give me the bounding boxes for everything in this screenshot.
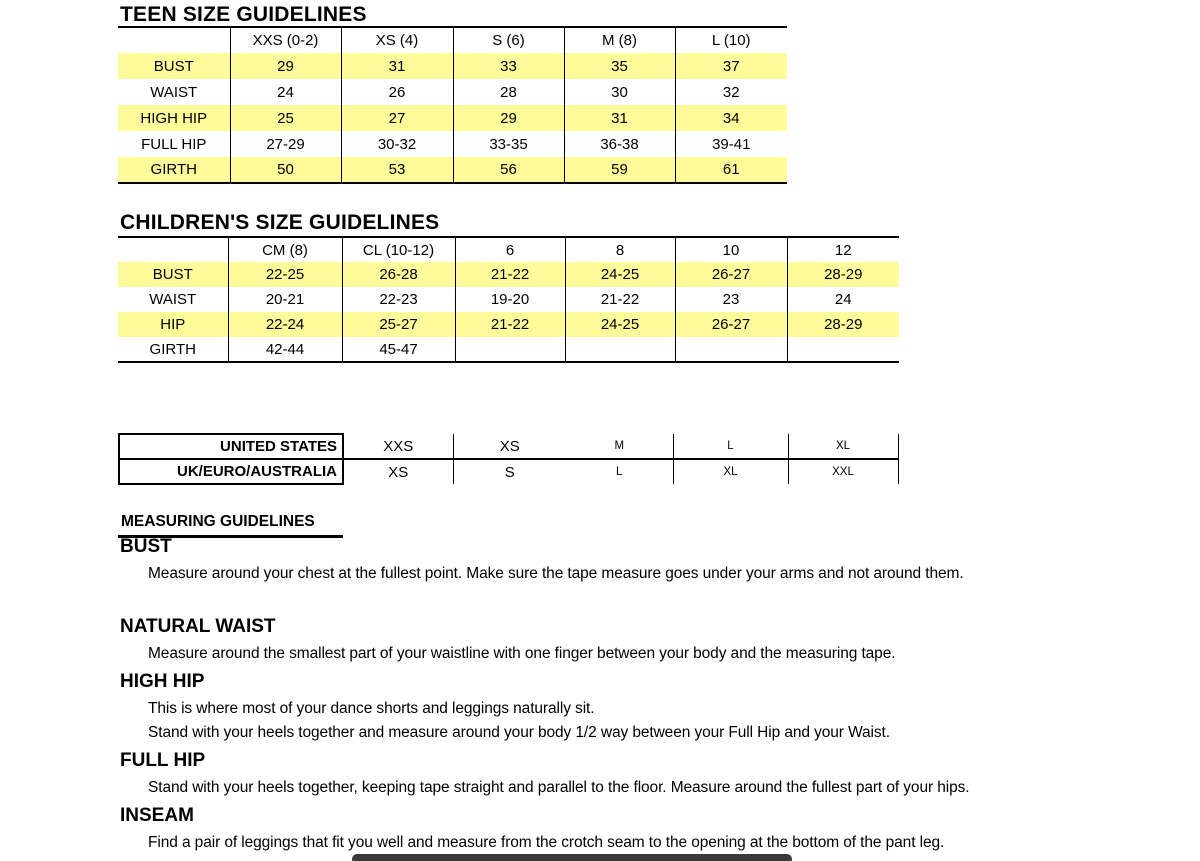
value-cell: 53 — [341, 157, 453, 183]
value-cell: 21-22 — [455, 262, 565, 287]
value-cell: 36-38 — [564, 131, 675, 157]
teen-size-table — [118, 26, 787, 184]
value-cell: 26 — [341, 79, 453, 105]
section-text: Stand with your heels together and measure around your body 1/2 way between your Full Hip and your Waist. — [148, 724, 890, 741]
section-title-full-hip: FULL HIP — [120, 750, 206, 771]
header-cell: 12 — [787, 237, 899, 262]
section-title-inseam: INSEAM — [120, 805, 194, 826]
value-cell: 28 — [453, 79, 564, 105]
table-row — [119, 434, 898, 459]
table-row — [118, 287, 899, 312]
value-cell: 22-23 — [342, 287, 455, 312]
row-label-cell: WAIST — [149, 291, 197, 308]
value-cell: XL — [673, 459, 788, 484]
row-label-cell: UNITED STATES — [119, 434, 343, 459]
section-text: Measure around your chest at the fullest point. Make sure the tape measure goes under your arms and not around them. — [148, 565, 964, 582]
value-cell: 24-25 — [565, 262, 675, 287]
table-row — [118, 105, 787, 131]
value-cell: 30-32 — [341, 131, 453, 157]
value-cell: 29 — [453, 105, 564, 131]
value-cell: 28-29 — [787, 262, 899, 287]
value-cell: 34 — [675, 105, 787, 131]
header-cell: 8 — [565, 237, 675, 262]
value-cell: 30 — [564, 79, 675, 105]
table-row — [118, 79, 787, 105]
value-cell: 31 — [341, 53, 453, 79]
value-cell: 33 — [453, 53, 564, 79]
value-cell: 61 — [675, 157, 787, 183]
value-cell: 35 — [564, 53, 675, 79]
value-cell: 26-27 — [675, 262, 787, 287]
value-cell: XXL — [788, 459, 898, 484]
value-cell: L — [616, 466, 623, 478]
value-cell: 24-25 — [565, 312, 675, 337]
row-label-cell: BUST — [118, 53, 230, 79]
row-label-cell: GIRTH — [149, 340, 196, 358]
table-row — [118, 337, 899, 362]
value-cell: 24 — [230, 79, 341, 105]
row-label-cell: BUST — [118, 262, 228, 287]
value-cell: 25 — [230, 105, 341, 131]
table-row — [118, 262, 899, 287]
value-cell: 56 — [453, 157, 564, 183]
header-cell: CM (8) — [228, 237, 342, 262]
row-label-cell: UK/EURO/AUSTRALIA — [119, 459, 343, 484]
section-text: Find a pair of leggings that fit you well and measure from the crotch seam to the opening at the bottom of the pant leg. — [148, 834, 945, 851]
header-cell: 10 — [675, 237, 787, 262]
section-title-bust: BUST — [120, 536, 172, 557]
measuring-guidelines-heading: MEASURING GUIDELINES — [118, 513, 343, 538]
value-cell: 29 — [230, 53, 341, 79]
table-row — [118, 312, 899, 337]
value-cell: 27-29 — [230, 131, 341, 157]
header-cell: XS (4) — [341, 27, 453, 53]
value-cell: 50 — [230, 157, 341, 183]
teen-header-row — [118, 27, 787, 53]
row-label-cell: HIP — [118, 312, 228, 337]
value-cell: L — [673, 434, 788, 459]
horizontal-scrollbar-thumb[interactable] — [352, 854, 792, 861]
size-conversion-table — [118, 433, 899, 485]
value-cell: XS — [388, 463, 409, 481]
value-cell: 32 — [675, 79, 787, 105]
row-label-cell: FULL HIP — [141, 135, 207, 153]
teen-table-title: TEEN SIZE GUIDELINES — [120, 3, 367, 26]
header-cell: CL (10-12) — [342, 237, 455, 262]
value-cell — [455, 337, 565, 362]
table-row — [118, 53, 787, 79]
section-text: Stand with your heels together, keeping tape straight and parallel to the floor. Measure around the fullest part of your hips. — [148, 779, 970, 796]
value-cell: 22-25 — [228, 262, 342, 287]
value-cell: XS — [453, 434, 566, 459]
section-text: This is where most of your dance shorts and leggings naturally sit. — [148, 700, 595, 717]
value-cell: 39-41 — [675, 131, 787, 157]
table-row — [119, 459, 898, 484]
value-cell: 26-28 — [342, 262, 455, 287]
section-title-natural-waist: NATURAL WAIST — [120, 616, 276, 637]
value-cell: 45-47 — [342, 337, 455, 362]
children-header-row — [118, 237, 899, 262]
children-table-title: CHILDREN'S SIZE GUIDELINES — [120, 211, 440, 234]
value-cell — [675, 337, 787, 362]
value-cell: 33-35 — [453, 131, 564, 157]
section-text: Measure around the smallest part of your waistline with one finger between your body and the measuring tape. — [148, 645, 896, 662]
value-cell: XL — [788, 434, 898, 459]
value-cell: 21-22 — [565, 287, 675, 312]
header-cell — [118, 27, 230, 53]
value-cell: XXS — [343, 434, 453, 459]
value-cell: 25-27 — [342, 312, 455, 337]
value-cell: 27 — [341, 105, 453, 131]
header-cell: XXS (0-2) — [230, 27, 341, 53]
section-title-high-hip: HIGH HIP — [120, 671, 205, 692]
header-cell: L (10) — [675, 27, 787, 53]
value-cell: 37 — [675, 53, 787, 79]
value-cell: 28-29 — [787, 312, 899, 337]
value-cell: 20-21 — [228, 287, 342, 312]
value-cell: 31 — [564, 105, 675, 131]
value-cell — [565, 337, 675, 362]
children-size-table — [118, 236, 899, 363]
header-cell: 6 — [455, 237, 565, 262]
value-cell — [787, 337, 899, 362]
value-cell: 24 — [787, 287, 899, 312]
row-label-cell: HIGH HIP — [118, 105, 230, 131]
header-cell: S (6) — [453, 27, 564, 53]
value-cell: S — [453, 459, 566, 484]
value-cell: 19-20 — [455, 287, 565, 312]
value-cell: 22-24 — [228, 312, 342, 337]
value-cell: 42-44 — [228, 337, 342, 362]
table-row — [118, 131, 787, 157]
table-row — [118, 157, 787, 183]
row-label-cell: GIRTH — [118, 157, 230, 183]
value-cell: 59 — [564, 157, 675, 183]
row-label-cell: WAIST — [150, 83, 198, 101]
value-cell: 23 — [675, 287, 787, 312]
header-cell: M (8) — [564, 27, 675, 53]
value-cell: 21-22 — [455, 312, 565, 337]
value-cell: 26-27 — [675, 312, 787, 337]
header-cell — [118, 237, 228, 262]
value-cell: M — [566, 434, 673, 459]
